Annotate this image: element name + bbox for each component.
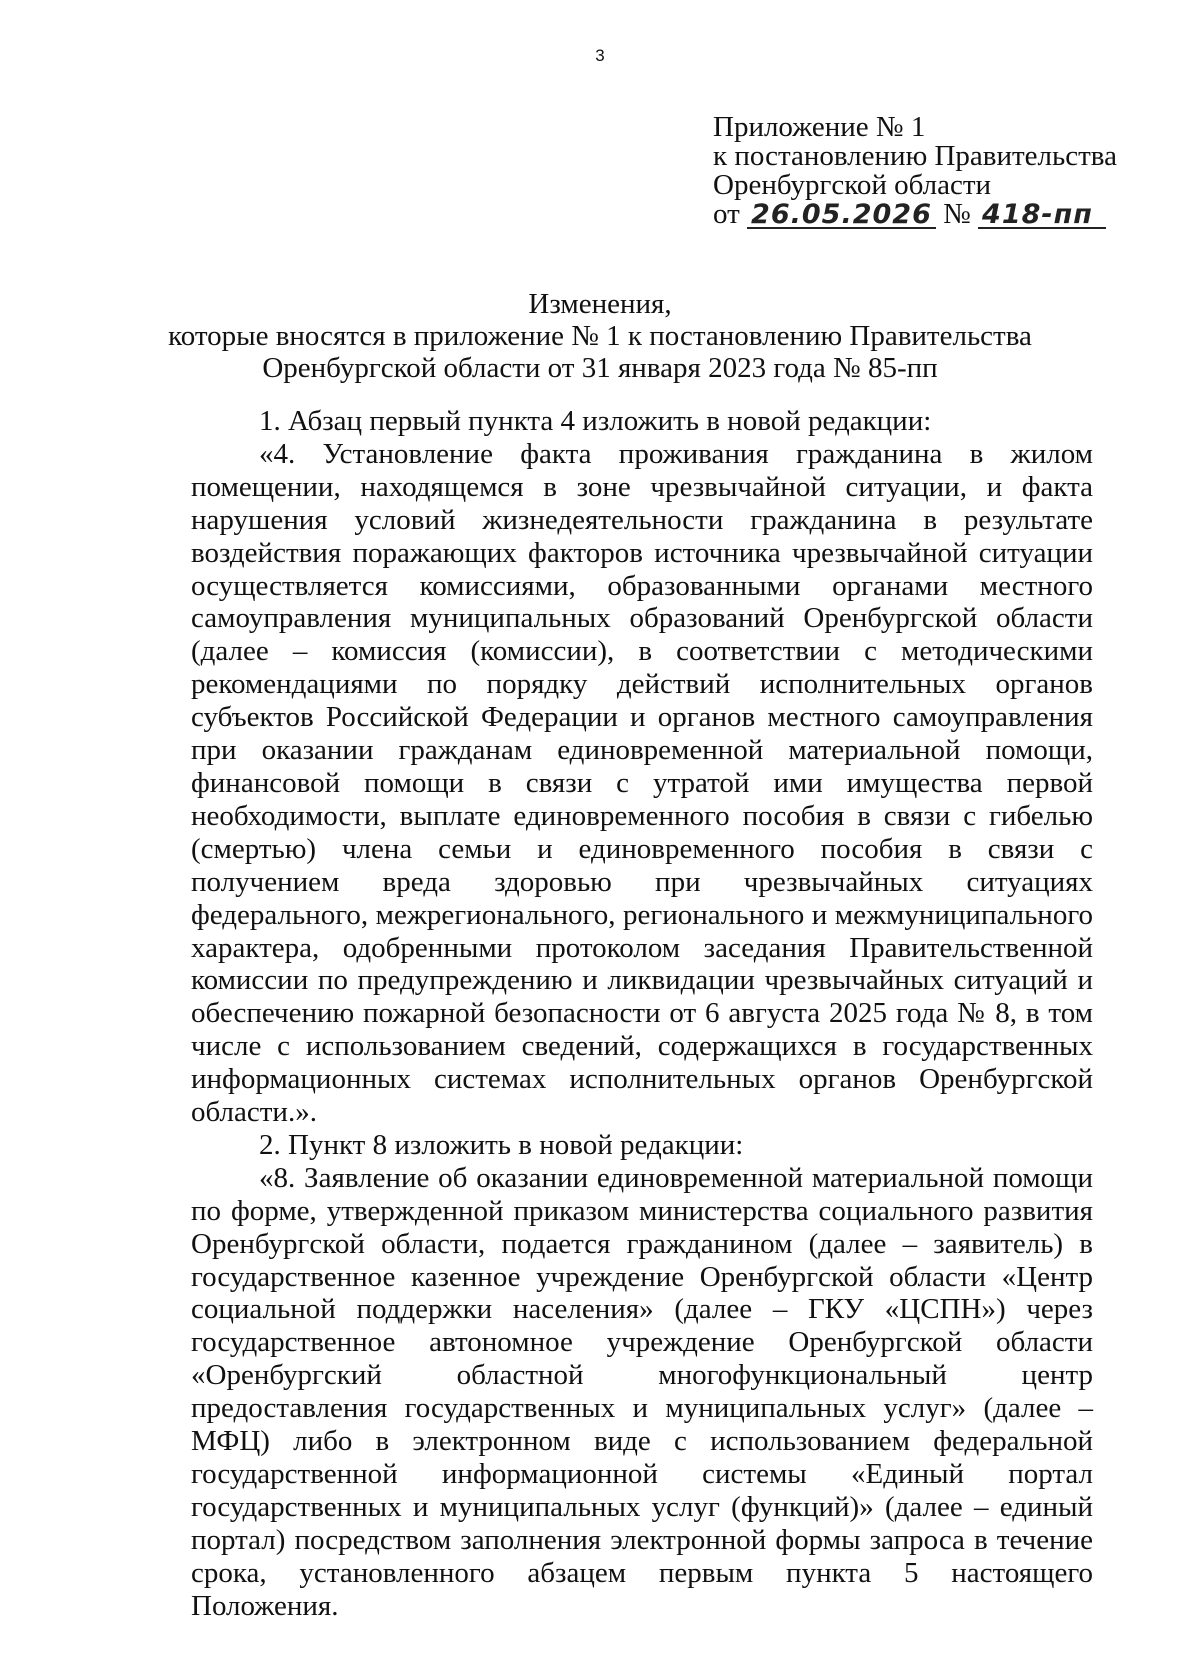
appendix-date-line [713,200,1117,229]
number-prefix: № [943,198,971,230]
paragraph-3: 2. Пункт 8 изложить в новой редакции: [259,1128,744,1161]
date-prefix: от [713,198,740,230]
appendix-line-3: Оренбургской области [713,169,992,201]
appendix-block [713,113,1117,229]
paragraph-2: «4. Установление факта проживания гражданина в жилом помещении, находящемся в зоне чрезвычайной ситуации, и факта нарушения условий жизнедеятельности гражданина в результате воздействия поражающих факторов источника чрезвычайной ситуации осуществляется комиссиями, образованными органами местного самоуправления муниципальных образований Оренбургской области (далее – комиссия (комиссии), в соответствии с методическими рекомендациями по порядку действий исполнительных органов субъектов Российской Федерации и органов местного самоуправления при оказании гражданам единовременной материальной помощи, финансовой помощи в связи с утратой ими имущества первой необходимости, выплате единовременного пособия в связи с гибелью (смертью) члена семьи и единовременного пособия в связи с получением вреда здоровью при чрезвычайных ситуациях федерального, межрегионального, регионального и межмуниципального характера, одобренными протоколом заседания Правительственной комиссии по предупреждению и ликвидации чрезвычайных ситуаций и обеспечению пожарной безопасности от 6 августа 2025 года № 8, в том числе с использованием сведений, содержащихся в государственных информационных системах исполнительных органов Оренбургской области.». [191,437,1093,1129]
paragraph-4: «8. Заявление об оказании единовременной материальной помощи по форме, утвержденной приказом министерства социального развития Оренбургской области, подается гражданином (далее – заявитель) в государственное казенное учреждение Оренбургской области «Центр социальной поддержки населения» (далее – ГКУ «ЦСПН») через государственное автономное учреждение Оренбургской области «Оренбургский областной многофункциональный центр предоставления государственных и муниципальных услуг» (далее – МФЦ) либо в электронном виде с использованием федеральной государственной информационной системы «Единый портал государственных и муниципальных услуг (функций)» (далее – единый портал) посредством заполнения электронной формы запроса в течение срока, установленного абзацем первым пункта 5 настоящего Положения. [191,1161,1093,1622]
document-title [150,288,1050,384]
paragraph-1: 1. Абзац первый пункта 4 изложить в новой редакции: [259,405,932,437]
handwritten-number: 418-пп [978,203,1106,229]
appendix-line-1: Приложение № 1 [713,111,926,143]
appendix-line-2: к постановлению Правительства [713,140,1117,172]
handwritten-date: 26.05.2026 [747,203,936,229]
page-number: 3 [595,46,605,65]
title-line-3: Оренбургской области от 31 января 2023 года № 85-пп [262,352,938,384]
title-line-2: которые вносятся в приложение № 1 к постановлению Правительства [168,320,1032,352]
title-line-1: Изменения, [528,288,672,320]
document-body [191,405,1093,1623]
